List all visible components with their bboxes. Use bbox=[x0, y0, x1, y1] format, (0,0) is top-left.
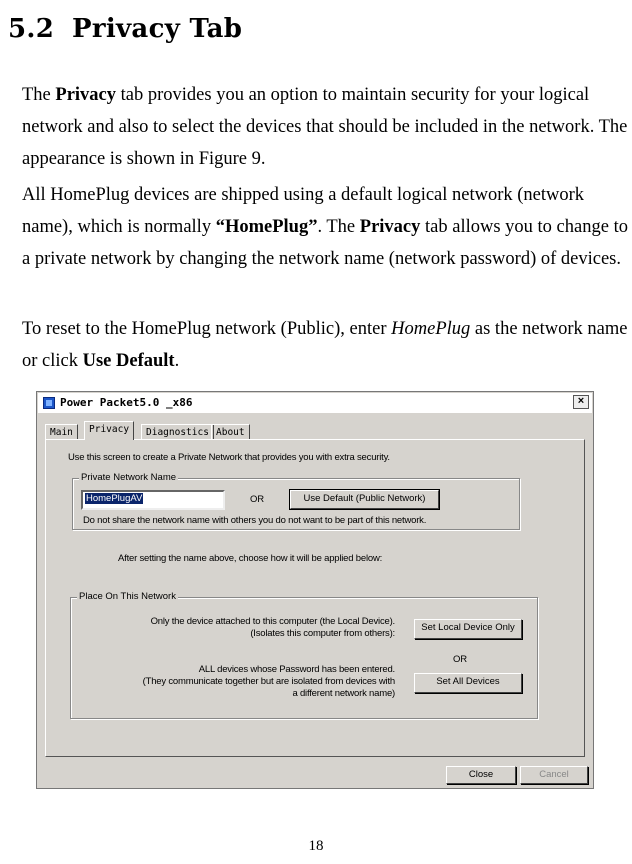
local-device-line2: (Isolates this computer from others): bbox=[250, 628, 395, 639]
app-icon bbox=[43, 397, 55, 409]
close-icon[interactable]: × bbox=[573, 395, 589, 409]
private-network-group bbox=[72, 472, 520, 530]
text: . The bbox=[317, 217, 360, 237]
text: as the network name or click bbox=[22, 319, 628, 371]
close-button[interactable]: Close bbox=[446, 766, 516, 784]
tab-privacy[interactable]: Privacy bbox=[84, 421, 134, 440]
or-label: OR bbox=[250, 494, 264, 505]
network-name-input[interactable] bbox=[81, 490, 225, 510]
privacy-panel bbox=[45, 439, 585, 757]
bold-text: Privacy bbox=[359, 217, 421, 237]
all-devices-line1: ALL devices whose Password has been entered. bbox=[198, 664, 395, 675]
place-on-network-legend: Place On This Network bbox=[79, 591, 176, 602]
tab-main[interactable]: Main bbox=[45, 424, 78, 440]
bold-text: “HomePlug” bbox=[215, 217, 318, 237]
window-title: Power Packet5.0 _x86 bbox=[60, 396, 193, 409]
section-number: 5.2 bbox=[8, 14, 55, 44]
paragraph-intro bbox=[22, 79, 628, 175]
network-name-value: HomePlugAV bbox=[86, 493, 143, 504]
after-setting-text: After setting the name above, choose how it will be applied below: bbox=[118, 553, 383, 564]
use-default-button[interactable]: Use Default (Public Network) bbox=[290, 490, 439, 509]
privacy-dialog-screenshot bbox=[36, 391, 594, 789]
all-devices-line3: a different network name) bbox=[292, 688, 395, 699]
text: tab allows you to change to a private network by changing the network name (network password) of devices. bbox=[22, 217, 628, 269]
paragraph-default-network bbox=[22, 179, 628, 275]
share-warning-text: Do not share the network name with others you do not want to be part of this network. bbox=[83, 515, 427, 526]
section-title: Privacy Tab bbox=[72, 14, 243, 44]
place-on-network-group bbox=[70, 591, 538, 719]
intro-text: Use this screen to create a Private Network that provides you with extra security. bbox=[68, 452, 390, 463]
private-network-legend: Private Network Name bbox=[81, 472, 177, 483]
text: . bbox=[174, 351, 180, 371]
local-device-line1: Only the device attached to this computer (the Local Device). bbox=[150, 616, 395, 627]
section-heading bbox=[8, 14, 242, 44]
title-bar bbox=[38, 393, 592, 413]
set-local-device-button[interactable]: Set Local Device Only bbox=[414, 619, 522, 639]
text: tab provides you an option to maintain security for your logical network and also to select the devices that should be included in the network. The appearance is shown in Figure 9. bbox=[22, 85, 628, 169]
paragraph-reset bbox=[22, 313, 628, 377]
text: All HomePlug devices are shipped using a default logical network (network name), which is normally bbox=[22, 185, 585, 237]
italic-text: HomePlug bbox=[391, 319, 471, 339]
bold-text: Use Default bbox=[82, 351, 175, 371]
cancel-button[interactable]: Cancel bbox=[520, 766, 588, 784]
all-devices-line2: (They communicate together but are isolated from devices with bbox=[142, 676, 395, 687]
text: The bbox=[22, 85, 56, 105]
text: To reset to the HomePlug network (Public), enter bbox=[22, 319, 392, 339]
tab-about[interactable]: About bbox=[211, 424, 250, 440]
or-label-2: OR bbox=[453, 654, 467, 665]
bold-text: Privacy bbox=[55, 85, 117, 105]
tab-diagnostics[interactable]: Diagnostics bbox=[141, 424, 214, 440]
set-all-devices-button[interactable]: Set All Devices bbox=[414, 673, 522, 693]
page-number: 18 bbox=[308, 838, 324, 854]
